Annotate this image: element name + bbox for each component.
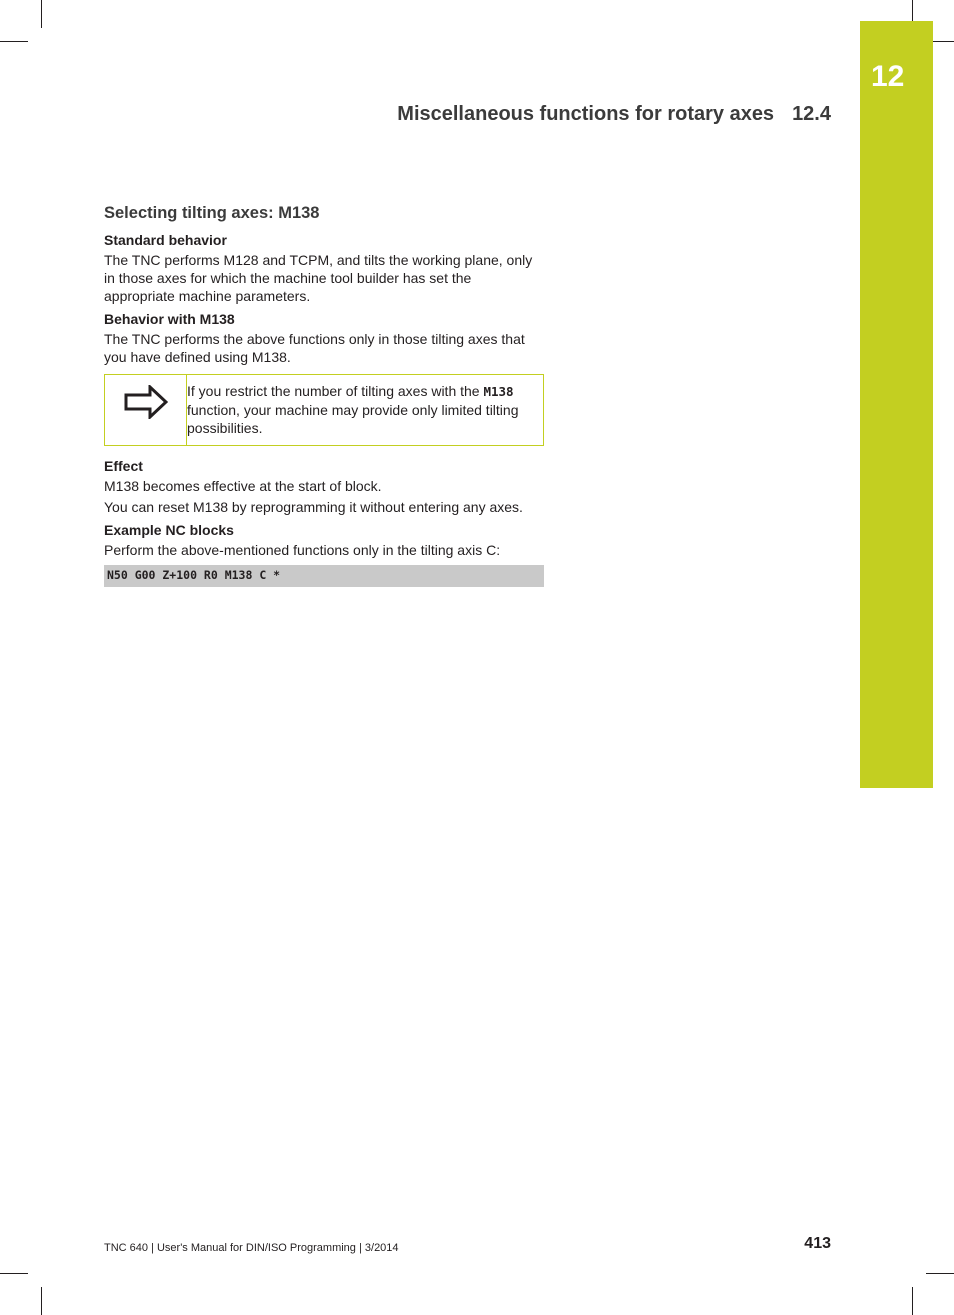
example-text: Perform the above-mentioned functions only in the tilting axis C: bbox=[104, 542, 501, 558]
note-code: M138 bbox=[483, 384, 514, 399]
main-content bbox=[104, 204, 544, 587]
footer-text: TNC 640 | User's Manual for DIN/ISO Programming | 3/2014 bbox=[104, 1242, 399, 1254]
note-text bbox=[187, 375, 543, 445]
crop-mark bbox=[0, 41, 28, 42]
crop-mark bbox=[41, 0, 42, 28]
running-head-section: 12.4 bbox=[792, 103, 831, 125]
nc-code-block: N50 G00 Z+100 R0 M138 C * bbox=[104, 565, 544, 587]
note-icon-cell bbox=[105, 375, 187, 445]
section-title: Selecting tilting axes: M138 bbox=[104, 204, 320, 222]
standard-behavior-heading: Standard behavior bbox=[104, 232, 227, 248]
running-head bbox=[397, 103, 831, 126]
behavior-m138-text: The TNC performs the above functions only in those tilting axes that you have defined using M138. bbox=[104, 331, 525, 365]
chapter-tab bbox=[860, 21, 933, 788]
running-head-title: Miscellaneous functions for rotary axes bbox=[397, 103, 775, 125]
crop-mark bbox=[926, 1273, 954, 1274]
note-box bbox=[104, 374, 544, 446]
standard-behavior-text: The TNC performs M128 and TCPM, and tilts the working plane, only in those axes for which the machine tool builder has set the appropriate machine parameters. bbox=[104, 252, 533, 304]
effect-text-1: M138 becomes effective at the start of block. bbox=[104, 478, 382, 494]
effect-text-2: You can reset M138 by reprogramming it without entering any axes. bbox=[104, 499, 523, 515]
note-text-after: function, your machine may provide only limited tilting possibilities. bbox=[187, 402, 519, 436]
chapter-number: 12 bbox=[871, 60, 905, 93]
note-text-before: If you restrict the number of tilting axes with the bbox=[187, 383, 480, 399]
crop-mark bbox=[912, 1287, 913, 1315]
crop-mark bbox=[0, 1273, 28, 1274]
example-heading: Example NC blocks bbox=[104, 522, 234, 538]
effect-heading: Effect bbox=[104, 458, 143, 474]
page-number: 413 bbox=[804, 1235, 831, 1252]
behavior-m138-heading: Behavior with M138 bbox=[104, 311, 235, 327]
crop-mark bbox=[41, 1287, 42, 1315]
arrow-right-icon bbox=[124, 385, 168, 424]
